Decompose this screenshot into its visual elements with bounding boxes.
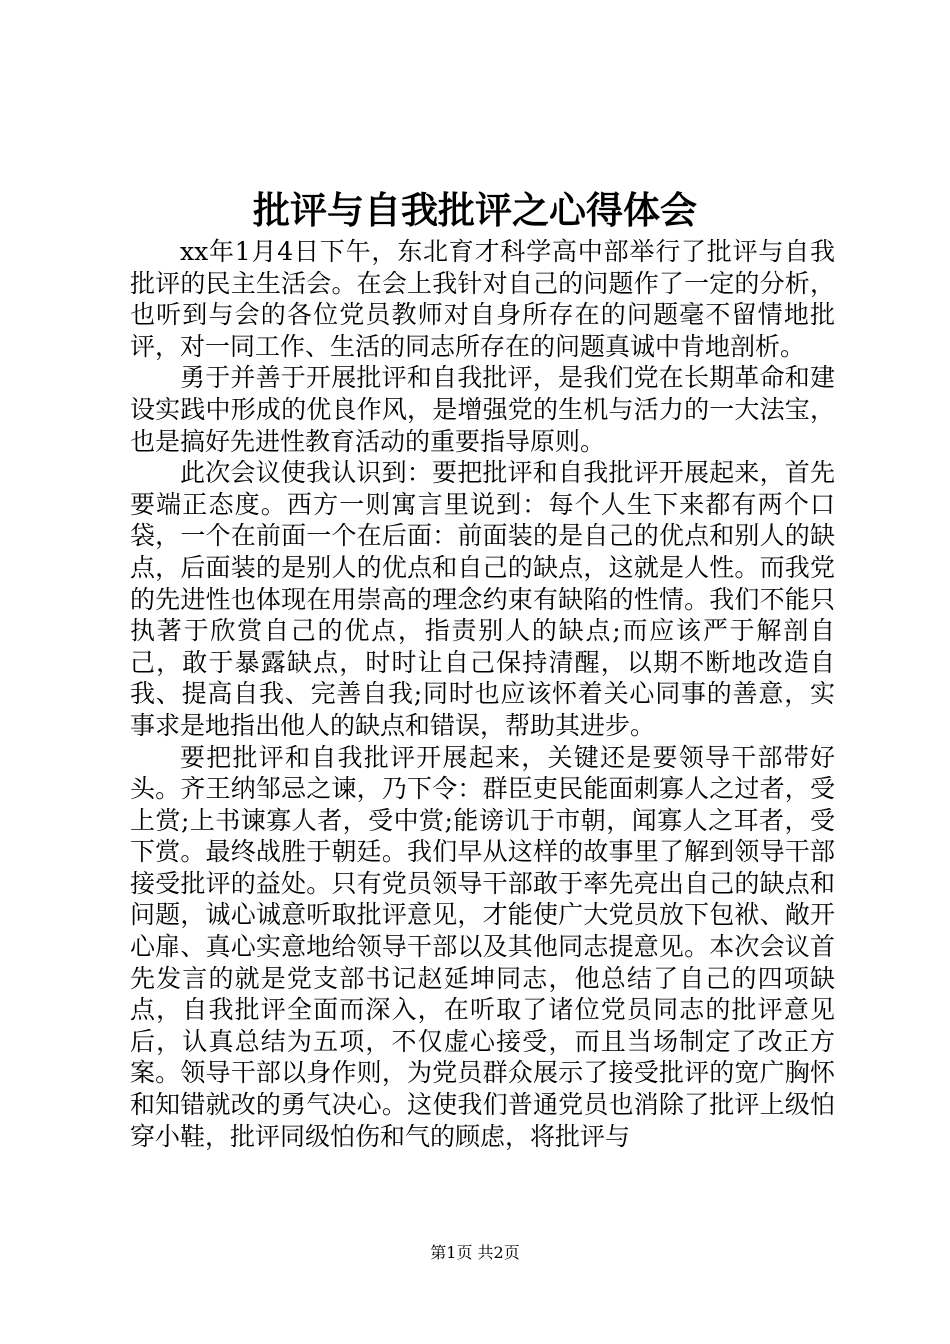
document-body: [130, 236, 835, 1152]
paragraph: 勇于并善于开展批评和自我批评，是我们党在长期革命和建设实践中形成的优良作风，是增强党的生机与活力的一大法宝，也是搞好先进性教育活动的重要指导原则。: [130, 363, 835, 456]
document-title: 批评与自我批评之心得体会: [253, 188, 697, 232]
paragraph: 此次会议使我认识到：要把批评和自我批评开展起来，首先要端正态度。西方一则寓言里说到：每个人生下来都有两个口袋，一个在前面一个在后面：前面装的是自己的优点和别人的缺点，后面装的是别人的优点和自己的缺点，这就是人性。而我党的先进性也体现在用崇高的理念约束有缺陷的性情。我们不能只执著于欣赏自己的优点，指责别人的缺点;而应该严于解剖自己，敢于暴露缺点，时时让自己保持清醒，以期不断地改造自我、提高自我、完善自我;同时也应该怀着关心同事的善意，实事求是地指出他人的缺点和错误，帮助其进步。: [130, 458, 835, 740]
paragraph: 要把批评和自我批评开展起来，关键还是要领导干部带好头。齐王纳邹忌之谏，乃下令：群臣吏民能面刺寡人之过者，受上赏;上书谏寡人者，受中赏;能谤讥于市朝，闻寡人之耳者，受下赏。最终战胜于朝廷。我们早从这样的故事里了解到领导干部接受批评的益处。只有党员领导干部敢于率先亮出自己的缺点和问题，诚心诚意听取批评意见，才能使广大党员放下包袱、敞开心扉、真心实意地给领导干部以及其他同志提意见。本次会议首先发言的就是党支部书记赵延坤同志，他总结了自己的四项缺点，自我批评全面而深入，在听取了诸位党员同志的批评意见后，认真总结为五项，不仅虚心接受，而且当场制定了改正方案。领导干部以身作则，为党员群众展示了接受批评的宽广胸怀和知错就改的勇气决心。这使我们普通党员也消除了批评上级怕穿小鞋，批评同级怕伤和气的顾虑，将批评与: [130, 742, 835, 1151]
page-footer: 第1页 共2页: [430, 1243, 520, 1262]
paragraph: xx年1月4日下午，东北育才科学高中部举行了批评与自我批评的民主生活会。在会上我针对自己的问题作了一定的分析，也听到与会的各位党员教师对自身所存在的问题毫不留情地批评，对一同工作、生活的同志所存在的问题真诚中肯地剖析。: [130, 237, 835, 361]
